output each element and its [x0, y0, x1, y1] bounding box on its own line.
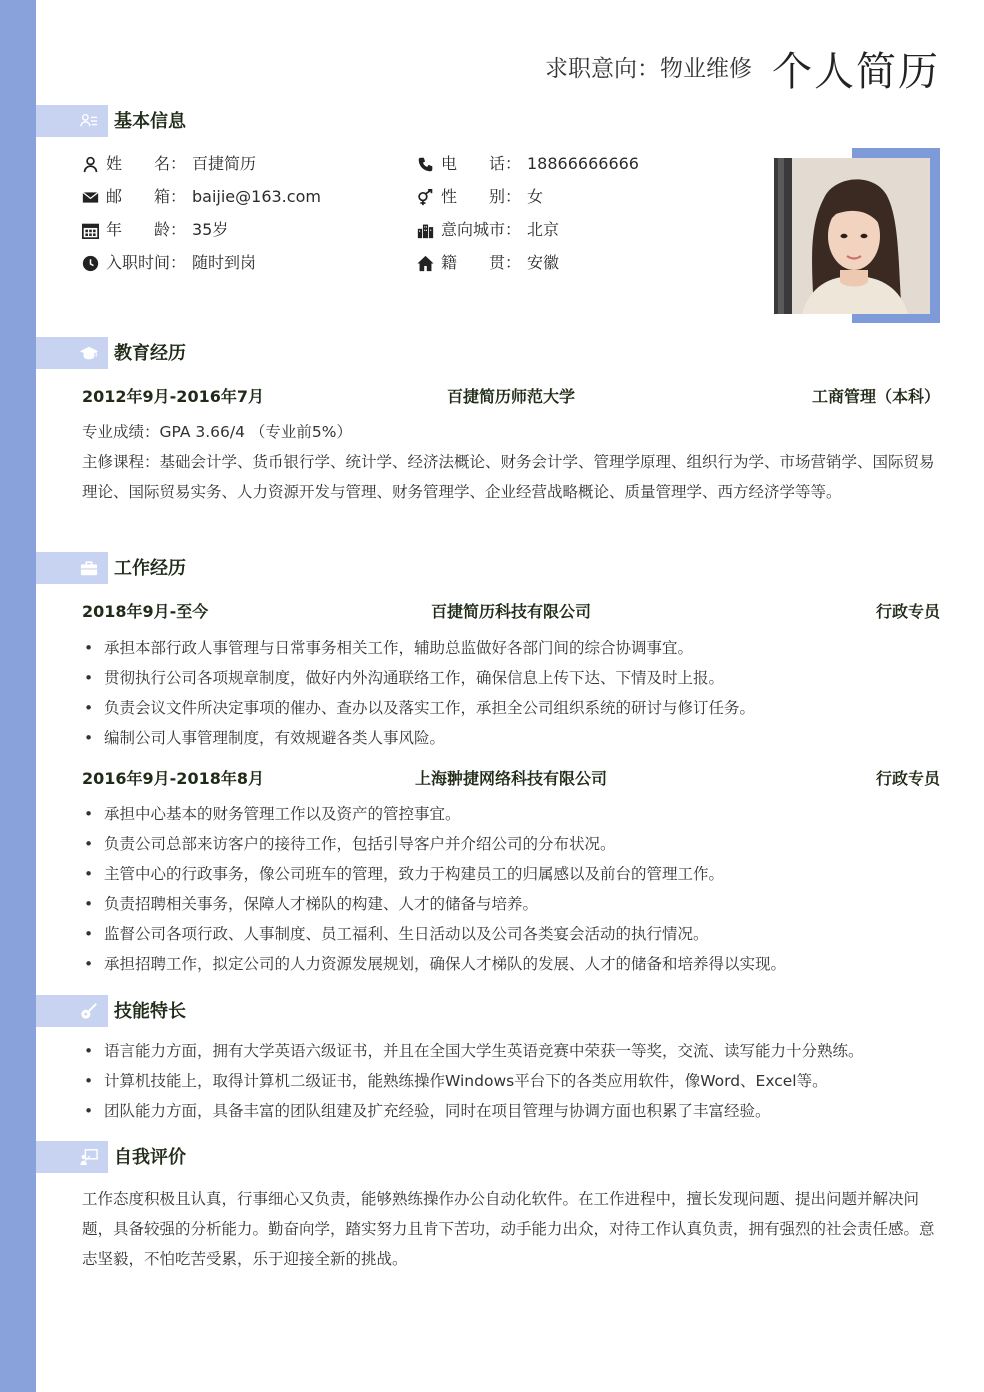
job-entry-header	[82, 599, 940, 621]
education-entry-header	[82, 384, 940, 406]
job-period: 2018年9月-至今	[82, 602, 209, 621]
portrait-illustration	[774, 158, 930, 314]
info-value: 35岁	[192, 220, 229, 239]
list-item: • 监督公司各项行政、人事制度、员工福利、生日活动以及公司各类宴会活动的执行情况。	[82, 919, 940, 949]
section-self-evaluation	[36, 1141, 536, 1173]
info-value: 北京	[527, 220, 560, 239]
list-item: • 语言能力方面，拥有大学英语六级证书，并且在全国大学生英语竞赛中荣获一等奖，交流、读写能力十分熟练。	[82, 1036, 940, 1066]
list-item: • 负责会议文件所决定事项的催办、查办以及落实工作，承担全公司组织系统的研讨与修订任务。	[82, 693, 940, 723]
section-title: 技能特长	[114, 1001, 186, 1022]
briefcase-icon	[80, 559, 98, 577]
mail-icon	[82, 189, 99, 206]
list-item: • 承担中心基本的财务管理工作以及资产的管控事宜。	[82, 799, 940, 829]
info-value: 女	[527, 187, 544, 206]
job-entry-header	[82, 766, 940, 788]
list-item: • 编制公司人事管理制度，有效规避各类人事风险。	[82, 723, 940, 753]
info-value: 随时到岗	[192, 253, 257, 272]
user-icon	[82, 156, 99, 173]
section-skills	[36, 995, 536, 1027]
education-courses: 主修课程：基础会计学、货币银行学、统计学、经济法概论、财务会计学、管理学原理、组织行为学、市场营销学、国际贸易理论、国际贸易实务、人力资源开发与管理、财务管理学、企业经营战略概论、质量管理学、西方经济学等等。	[82, 453, 935, 501]
info-label: 入职时间：	[106, 253, 187, 272]
city-icon	[417, 222, 434, 239]
list-item: • 承担本部行政人事管理与日常事务相关工作，辅助总监做好各部门间的综合协调事宜。	[82, 633, 940, 663]
education-school: 百捷简历师范大学	[446, 387, 575, 406]
info-value: 百捷简历	[192, 154, 257, 173]
info-value: baijie@163.com	[192, 187, 321, 206]
job-position: 行政专员	[875, 769, 940, 788]
education-period: 2012年9月-2016年7月	[82, 387, 264, 406]
info-label: 邮 箱：	[106, 187, 187, 206]
info-value: 安徽	[527, 253, 560, 272]
info-label: 籍 贯：	[441, 253, 522, 272]
info-value: 18866666666	[527, 154, 639, 173]
info-label: 电 话：	[441, 154, 522, 173]
list-item: • 团队能力方面，具备丰富的团队组建及扩充经验，同时在项目管理与协调方面也积累了丰富经验。	[82, 1096, 940, 1126]
job-position: 行政专员	[875, 602, 940, 621]
section-title: 教育经历	[114, 343, 186, 364]
left-accent-bar	[0, 0, 36, 1392]
skills-list	[82, 1036, 940, 1126]
section-title: 自我评价	[114, 1147, 186, 1168]
list-item: • 计算机技能上，取得计算机二级证书，能熟练操作Windows平台下的各类应用软件，像Word、Excel等。	[82, 1066, 940, 1096]
section-title: 基本信息	[114, 111, 186, 132]
graduation-cap-icon	[80, 344, 98, 362]
job-objective: 求职意向：物业维修	[545, 56, 752, 82]
info-label: 姓 名：	[106, 154, 187, 173]
home-icon	[417, 255, 434, 272]
info-label: 意向城市：	[441, 220, 522, 239]
guitar-icon	[80, 1002, 98, 1020]
education-major: 工商管理（本科）	[811, 387, 940, 406]
info-label: 年 龄：	[106, 220, 187, 239]
list-item: • 主管中心的行政事务，像公司班车的管理，致力于构建员工的归属感以及前台的管理工作。	[82, 859, 940, 889]
section-work-experience	[36, 552, 536, 584]
gender-icon	[417, 189, 434, 206]
job-company: 百捷简历科技有限公司	[430, 602, 591, 621]
clock-icon	[82, 255, 99, 272]
section-basic-info	[36, 105, 536, 137]
page-title: 个人简历	[772, 49, 940, 95]
education-gpa: 专业成绩：GPA 3.66/4 （专业前5%）	[82, 423, 353, 441]
job-duties-list	[82, 633, 940, 753]
calendar-icon	[82, 222, 99, 239]
self-evaluation-text: 工作态度积极且认真，行事细心又负责，能够熟练操作办公自动化软件。在工作进程中，擅长发现问题、提出问题并解决问题，具备较强的分析能力。勤奋向学，踏实努力且肯下苦功，动手能力出众，对待工作认真负责，拥有强烈的社会责任感。意志坚毅，不怕吃苦受累，乐于迎接全新的挑战。	[82, 1190, 935, 1268]
job-duties-list	[82, 799, 940, 979]
info-label: 性 别：	[441, 187, 522, 206]
phone-icon	[417, 156, 434, 173]
list-item: • 承担招聘工作，拟定公司的人力资源发展规划，确保人才梯队的发展、人才的储备和培养得以实现。	[82, 949, 940, 979]
resume-header	[0, 40, 940, 100]
job-period: 2016年9月-2018年8月	[82, 769, 264, 788]
section-education	[36, 337, 536, 369]
list-item: • 负责公司总部来访客户的接待工作，包括引导客户并介绍公司的分布状况。	[82, 829, 940, 859]
id-card-icon	[80, 112, 98, 130]
profile-photo	[774, 158, 930, 314]
presentation-icon	[80, 1148, 98, 1166]
job-company: 上海翀捷网络科技有限公司	[414, 769, 607, 788]
list-item: • 贯彻执行公司各项规章制度，做好内外沟通联络工作，确保信息上传下达、下情及时上报。	[82, 663, 940, 693]
list-item: • 负责招聘相关事务，保障人才梯队的构建、人才的储备与培养。	[82, 889, 940, 919]
section-title: 工作经历	[114, 558, 186, 579]
